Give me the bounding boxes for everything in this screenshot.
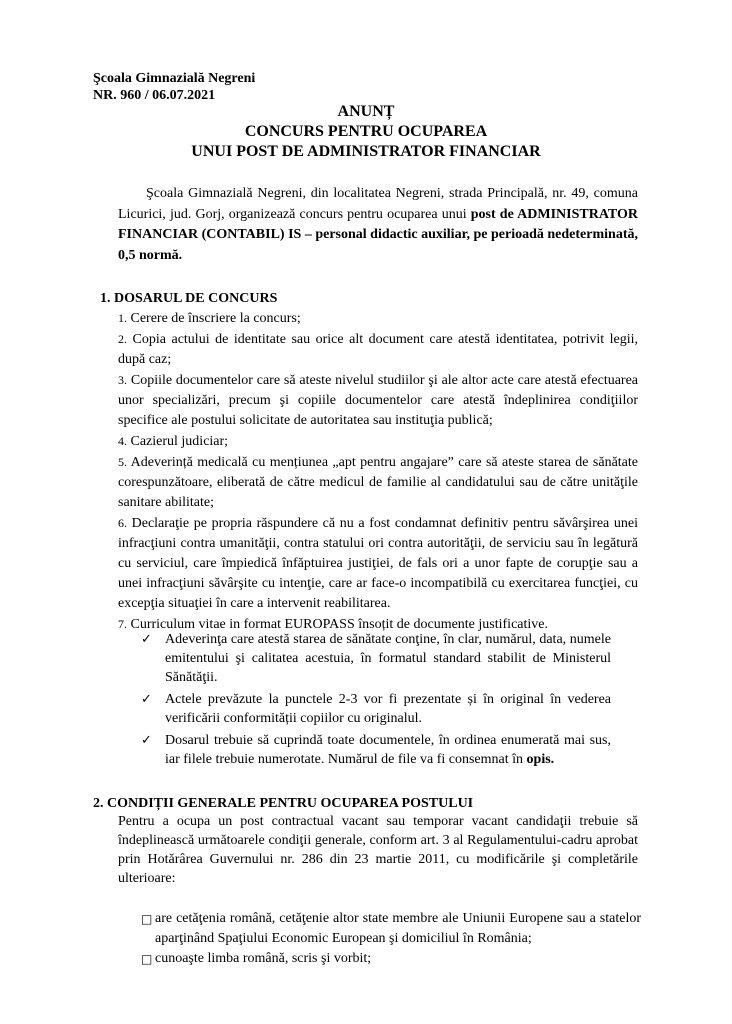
section-2-title: 2. CONDIȚII GENERALE PENTRU OCUPAREA POSTULUI [93, 796, 474, 811]
note-item: ✓ Dosarul trebuie să cuprindă toate documentele, în ordinea enumerată mai sus, iar filele trebuie numerotate. Numărul de file va fi consemnat în opis. [141, 733, 611, 767]
list-item: 5. Adeverință medicală cu mențiunea „apt pentru angajare” care să ateste starea de sănătate corespunzătoare, eliberată de către medicul de familie al candidatului sau de către unităţile sanitare abilitate; [118, 455, 638, 510]
document-header [93, 70, 255, 104]
list-item: 6. Declaraţie pe propria răspundere că nu a fost condamnat definitiv pentru săvârşirea unei infracţiuni contra umanităţii, contra statului ori contra autorităţii, de serviciu sau în legătură cu serviciul, care împiedică înfăptuirea justiţiei, de fals ori a unor fapte de corupţie sau a unei infracţiuni săvârşite cu intenţie, care ar face-o incompatibilă cu exercitarea funcţiei, cu excepţia situaţiei în care a intervenit reabilitarea. [118, 516, 638, 611]
intro-bold-text: post de ADMINISTRATOR FINANCIAR (CONTABIL) IS – personal didactic auxiliar, pe perioadă nedeterminată, 0,5 normă. [118, 206, 638, 263]
list-item: 1. Cerere de înscriere la concurs; [118, 311, 301, 326]
checkmark-icon: ✓ [141, 692, 152, 707]
intro-paragraph [118, 184, 638, 266]
section-2-body: Pentru a ocupa un post contractual vacant sau temporar vacant candidaţii trebuie să îndeplinească următoarele condiţii generale, conform art. 3 al Regulamentului-cadru aprobat prin Hotărârea Guvernului nr. 286 din 23 martie 2011, cu modificările şi completările ulterioare: [118, 814, 638, 886]
square-bullet-icon: □ [141, 952, 153, 966]
note-item: ✓ Adeverinţa care atestă starea de sănătate conţine, în clar, numărul, data, numele emitentului şi calitatea acestuia, în formatul standard stabilit de Ministerul Sănătăţii. [141, 632, 611, 685]
title-line-1: ANUNȚ [337, 103, 395, 120]
checkmark-icon: ✓ [141, 632, 152, 647]
section-1-title: 1. DOSARUL DE CONCURS [100, 291, 278, 306]
title-line-3: UNUI POST DE ADMINISTRATOR FINANCIAR [191, 143, 541, 160]
list-item: 2. Copia actului de identitate sau orice alt document care atestă identitatea, potrivit legii, după caz; [118, 332, 639, 367]
condition-item: □ cunoaşte limba română, scris şi vorbit; [141, 949, 641, 969]
list-item: 3. Copiile documentelor care să ateste nivelul studiilor şi ale altor acte care atestă efectuarea unor specializări, precum şi copiile documentelor care atestă îndeplinirea condiţiilor specifice ale postului solicitate de autoritatea sau instituţia publică; [118, 373, 639, 428]
condition-item: □ are cetăţenia română, cetăţenie altor state membre ale Uniunii Europene sau a statelor aparţinând Spaţiului Economic European şi domiciliul în România; [141, 909, 641, 949]
announcement-title [0, 102, 732, 162]
title-line-2: CONCURS PENTRU OCUPAREA [244, 123, 488, 140]
note-item: ✓ Actele prevăzute la punctele 2-3 vor fi prezentate și în original în vederea verificării conformității copiilor cu originalul. [141, 692, 611, 726]
dossier-list [118, 308, 638, 635]
school-name: Şcoala Gimnazială Negreni [93, 71, 256, 86]
intro-text: Şcoala Gimnazială Negreni, din localitatea Negreni, strada Principală, nr. 49, comuna Licurici, jud. Gorj, organizează concurs pentru ocuparea unui [118, 186, 638, 222]
square-bullet-icon: □ [141, 912, 153, 926]
list-item: 4. Cazierul judiciar; [118, 434, 229, 449]
list-item: 7. Curriculum vitae in format EUROPASS însoțit de documente justificative. [118, 617, 548, 632]
registration-number: NR. 960 / 06.07.2021 [93, 88, 216, 103]
checkmark-icon: ✓ [141, 733, 152, 748]
conditions-list [141, 909, 641, 969]
notes-list [141, 630, 611, 772]
